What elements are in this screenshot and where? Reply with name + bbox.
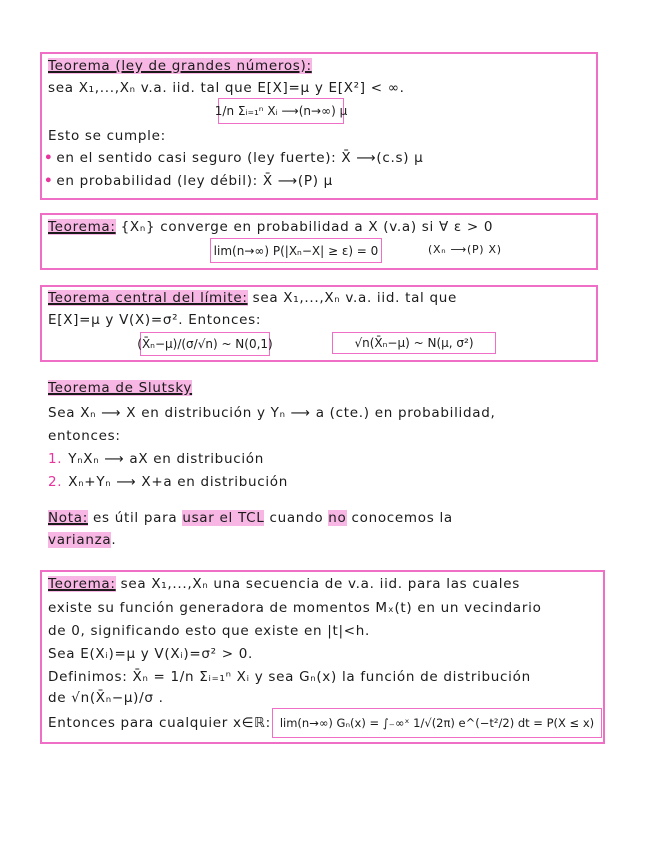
- final-line3: de 0, significando esto que existe en |t|<h.: [48, 623, 371, 639]
- final-line1: [48, 576, 520, 592]
- tcl-text1: sea X₁,...,Xₙ v.a. iid. tal que: [247, 290, 458, 306]
- lln-bullet1-text: en el sentido casi seguro (ley fuerte): X̄ ⟶(c.s) μ: [56, 150, 424, 166]
- lln-line1: sea X₁,...,Xₙ v.a. iid. tal que E[X]=μ y E[X²] < ∞.: [48, 80, 405, 96]
- slutsky-item1: [48, 451, 264, 467]
- final-text1: sea X₁,...,Xₙ una secuencia de v.a. iid. para las cuales: [115, 576, 520, 592]
- note-label: Nota:: [48, 510, 88, 526]
- tcl-line1: [48, 290, 457, 306]
- slutsky-item2-num: 2.: [48, 474, 63, 490]
- note-text-c: conocemos la: [346, 510, 453, 526]
- conv-title: Teorema:: [48, 219, 116, 235]
- final-line2: existe su función generadora de momentos Mₓ(t) en un vecindario: [48, 600, 542, 616]
- tcl-formula2: √n(X̄ₙ−μ) ~ N(μ, σ²): [332, 332, 496, 354]
- slutsky-item2-text: Xₙ+Yₙ ⟶ X+a en distribución: [68, 474, 289, 490]
- conv-formula: lim(n→∞) P(|Xₙ−X| ≥ ε) = 0: [210, 238, 382, 263]
- bullet-icon: •: [44, 150, 54, 166]
- note-highlight-varianza: varianza: [48, 532, 112, 548]
- conv-side: (Xₙ ⟶(P) X): [428, 243, 502, 256]
- final-formula: lim(n→∞) Gₙ(x) = ∫₋∞ˣ 1/√(2π) e^(−t²/2) dt = P(X ≤ x): [272, 708, 602, 738]
- final-line7: Entonces para cualquier x∈ℝ:: [48, 715, 271, 731]
- slutsky-item1-text: YₙXₙ ⟶ aX en distribución: [68, 451, 264, 467]
- conv-text: {Xₙ} converge en probabilidad a X (v.a) si ∀ ε > 0: [115, 219, 494, 235]
- lln-bullet2: [44, 173, 333, 189]
- note-text-b: cuando: [264, 510, 329, 526]
- slutsky-note-line2: [48, 532, 116, 548]
- slutsky-line2: entonces:: [48, 428, 121, 444]
- lln-title: Teorema (ley de grandes números):: [48, 58, 312, 74]
- note-highlight-tcl: usar el TCL: [182, 510, 265, 526]
- note-text-a: es útil para: [87, 510, 183, 526]
- tcl-formula1: (X̄ₙ−μ)/(σ/√n) ~ N(0,1): [140, 332, 270, 356]
- slutsky-line1: Sea Xₙ ⟶ X en distribución y Yₙ ⟶ a (cte.) en probabilidad,: [48, 405, 496, 421]
- note-highlight-no: no: [328, 510, 347, 526]
- slutsky-note: [48, 510, 453, 526]
- lln-formula: 1/n Σᵢ₌₁ⁿ Xᵢ ⟶(n→∞) μ: [218, 98, 344, 124]
- bullet-icon: •: [44, 173, 54, 189]
- conv-line: [48, 219, 493, 235]
- final-line4: Sea E(Xᵢ)=μ y V(Xᵢ)=σ² > 0.: [48, 646, 254, 662]
- tcl-line2: E[X]=μ y V(X)=σ². Entonces:: [48, 312, 262, 328]
- final-line5: Definimos: X̄ₙ = 1/n Σᵢ₌₁ⁿ Xᵢ y sea Gₙ(x) la función de distribución: [48, 669, 531, 685]
- note-end: .: [111, 532, 117, 548]
- final-line6: de √n(X̄ₙ−μ)/σ .: [48, 690, 164, 706]
- slutsky-item1-num: 1.: [48, 451, 63, 467]
- lln-bullet2-text: en probabilidad (ley débil): X̄ ⟶(P) μ: [56, 173, 333, 189]
- tcl-title: Teorema central del límite:: [48, 290, 248, 306]
- lln-line2: Esto se cumple:: [48, 128, 166, 144]
- slutsky-item2: [48, 474, 288, 490]
- final-title: Teorema:: [48, 576, 116, 592]
- lln-bullet1: [44, 150, 423, 166]
- slutsky-title: Teorema de Slutsky: [48, 380, 193, 396]
